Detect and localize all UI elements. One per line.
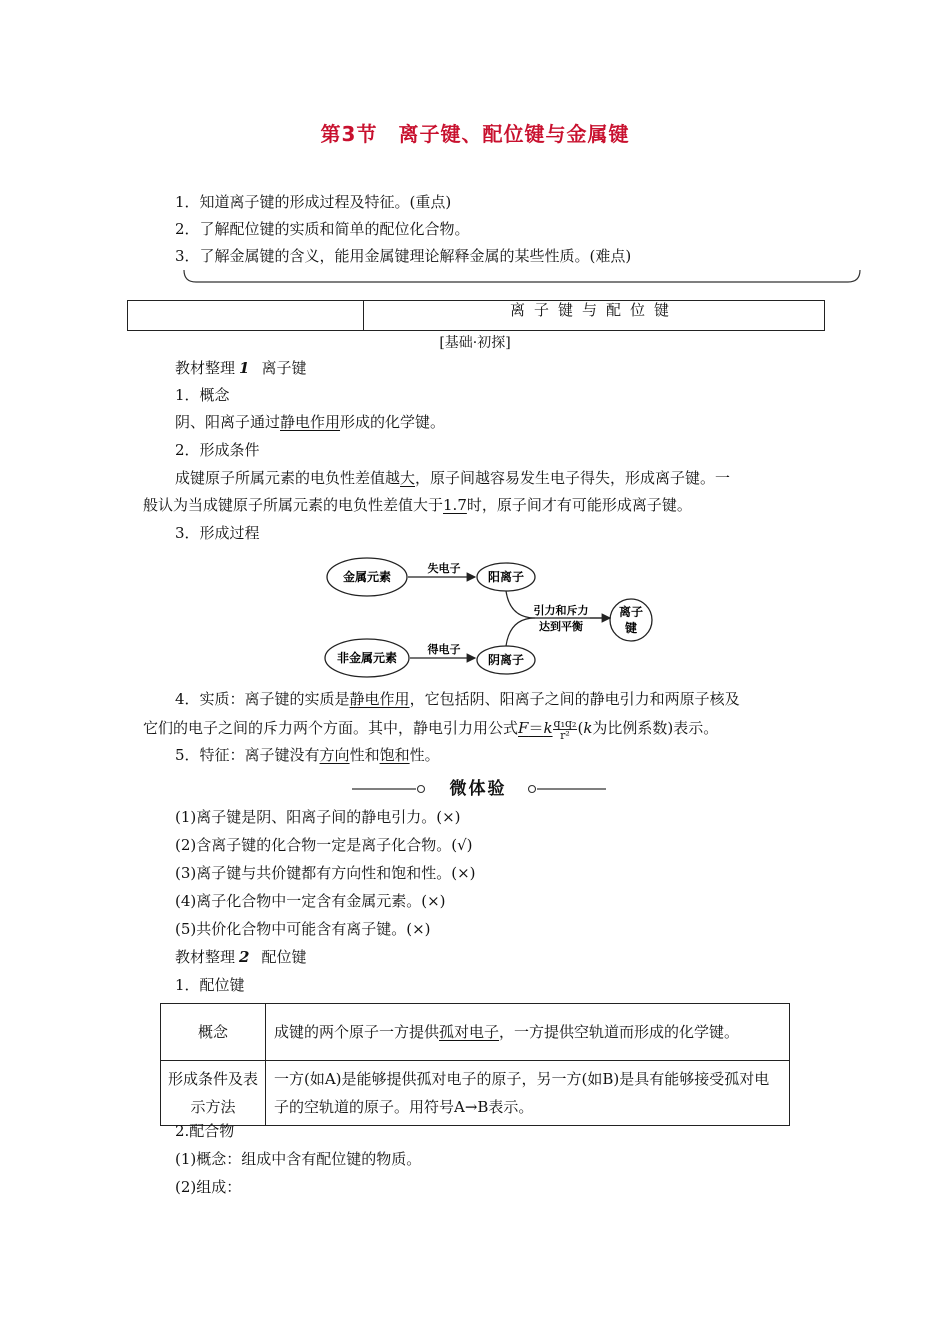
ionic-bond-formation-diagram <box>320 552 665 684</box>
coulomb-formula <box>518 716 577 742</box>
balance-label-1: 引力和斥力 <box>533 604 589 617</box>
objectives-bracket <box>180 268 865 288</box>
micro-title: 微体验 <box>449 779 507 799</box>
table-head-formation: 形成条件及表示方法 <box>161 1061 266 1126</box>
concept-text <box>175 412 445 432</box>
micro-item-2: (2)含离子键的化合物一定是离子化合物。(√) <box>175 836 473 854</box>
essence-post: ，它包括阴、阳离子之间的静电引力和两原子核及 <box>409 690 740 708</box>
section-header-title: 离子键与配位键 <box>509 301 678 319</box>
concept-cell-pre: 成键的两个原子一方提供 <box>274 1023 440 1041</box>
heading2-name: 配位键 <box>261 948 307 966</box>
concept-cell-post: ，一方提供空轨道而形成的化学键。 <box>499 1023 740 1041</box>
micro-item-3: (3)离子键与共价键都有方向性和饱和性。(×) <box>175 864 476 882</box>
micro-item-1: (1)离子键是阴、阳离子间的静电引力。(×) <box>175 808 461 826</box>
complex-concept: (1)概念：组成中含有配位键的物质。 <box>175 1150 422 1168</box>
essence2-k: k <box>583 719 593 737</box>
objective-1: 1．知道离子键的形成过程及特征。(重点) <box>175 193 452 211</box>
coordinate-bond-label: 1．配位键 <box>175 976 245 994</box>
concept-cell-key: 孤对电子 <box>439 1023 500 1041</box>
formula-fraction <box>553 718 578 741</box>
condition-post: ，原子间越容易发生电子得失，形成离子键。一 <box>415 469 731 487</box>
table-row <box>161 1061 790 1126</box>
section-subtitle: [基础·初探] <box>439 335 511 351</box>
table-cell-formation: 一方(如A)是能够提供孤对电子的原子，另一方(如B)是具有能够接受孤对电子的空轨道的原子。用符号A→B表示。 <box>266 1061 790 1126</box>
formula-numerator: q₁q₂ <box>553 716 577 730</box>
complex-composition: (2)组成： <box>175 1178 242 1196</box>
formula-k: k <box>543 719 553 737</box>
feature-text <box>175 745 440 765</box>
objective-3: 3．了解金属键的含义，能用金属键理论解释金属的某些性质。(难点) <box>175 247 632 265</box>
table-cell-concept <box>266 1004 790 1061</box>
essence2-paren: ( <box>577 719 584 737</box>
process-label: 3．形成过程 <box>175 524 260 542</box>
nonmetal-label: 非金属元素 <box>336 651 398 665</box>
heading-number: 1 <box>239 359 250 377</box>
condition2-key: 1.7 <box>443 496 467 514</box>
gain-label: 得电子 <box>427 643 461 656</box>
heading-name: 离子键 <box>261 359 307 377</box>
feature-mid: 性和 <box>349 746 380 764</box>
essence-text-1 <box>175 689 740 709</box>
section-header-table <box>127 300 825 331</box>
micro-item-4: (4)离子化合物中一定含有金属元素。(×) <box>175 892 446 910</box>
micro-item-5: (5)共价化合物中可能含有离子键。(×) <box>175 920 431 938</box>
heading-prefix: 教材整理 <box>175 359 236 377</box>
essence2-post: 为比例系数)表示。 <box>592 719 719 737</box>
concept-pre: 阴、阳离子通过 <box>175 413 281 431</box>
objective-2: 2．了解配位键的实质和简单的配位化合物。 <box>175 220 470 238</box>
feature-key-saturation: 饱和 <box>379 746 410 764</box>
anion-label: 阴离子 <box>487 653 525 667</box>
micro-experience-banner <box>352 778 606 800</box>
heading2-prefix: 教材整理 <box>175 948 236 966</box>
section-header-blank-cell <box>128 301 364 330</box>
lose-label: 失电子 <box>427 562 461 575</box>
table-head-concept: 概念 <box>161 1004 266 1061</box>
feature-key-direction: 方向 <box>319 746 350 764</box>
formula-F: F <box>518 719 529 737</box>
formula-denominator: r² <box>560 728 570 742</box>
concept-label: 1．概念 <box>175 386 230 404</box>
condition-text-2 <box>143 495 692 515</box>
cation-label: 阳离子 <box>487 570 525 584</box>
table-row <box>161 1004 790 1061</box>
concept-post: 形成的化学键。 <box>340 413 446 431</box>
concept-key: 静电作用 <box>280 413 341 431</box>
essence-key: 静电作用 <box>349 690 410 708</box>
condition-key: 大 <box>400 469 416 487</box>
condition-pre: 成键原子所属元素的电负性差值越 <box>175 469 401 487</box>
heading2-number: 2 <box>239 948 250 966</box>
heading-coordinate-bond <box>175 947 306 967</box>
feature-post: 性。 <box>409 746 440 764</box>
condition-text-1 <box>175 468 730 488</box>
coordinate-bond-table <box>160 1003 790 1126</box>
condition2-post: 时，原子间才有可能形成离子键。 <box>466 496 692 514</box>
ionic-bond-label-1: 离子 <box>618 605 644 619</box>
essence-text-2 <box>143 716 718 741</box>
condition-label: 2．形成条件 <box>175 441 260 459</box>
metal-label: 金属元素 <box>342 570 392 584</box>
formula-eq: ＝ <box>528 719 544 737</box>
feature-pre: 5．特征：离子键没有 <box>175 746 320 764</box>
heading-ionic-bond <box>175 358 306 378</box>
complex-label: 2.配合物 <box>175 1122 235 1140</box>
page-title: 第3节 离子键、配位键与金属键 <box>320 122 630 146</box>
join-bottom <box>506 618 535 646</box>
ionic-bond-label-2: 键 <box>624 621 638 635</box>
condition2-pre: 般认为当成键原子所属元素的电负性差值大于 <box>143 496 444 514</box>
balance-label-2: 达到平衡 <box>539 620 583 633</box>
essence2-pre: 它们的电子之间的斥力两个方面。其中，静电引力用公式 <box>143 719 519 737</box>
essence-pre: 4．实质：离子键的实质是 <box>175 690 350 708</box>
